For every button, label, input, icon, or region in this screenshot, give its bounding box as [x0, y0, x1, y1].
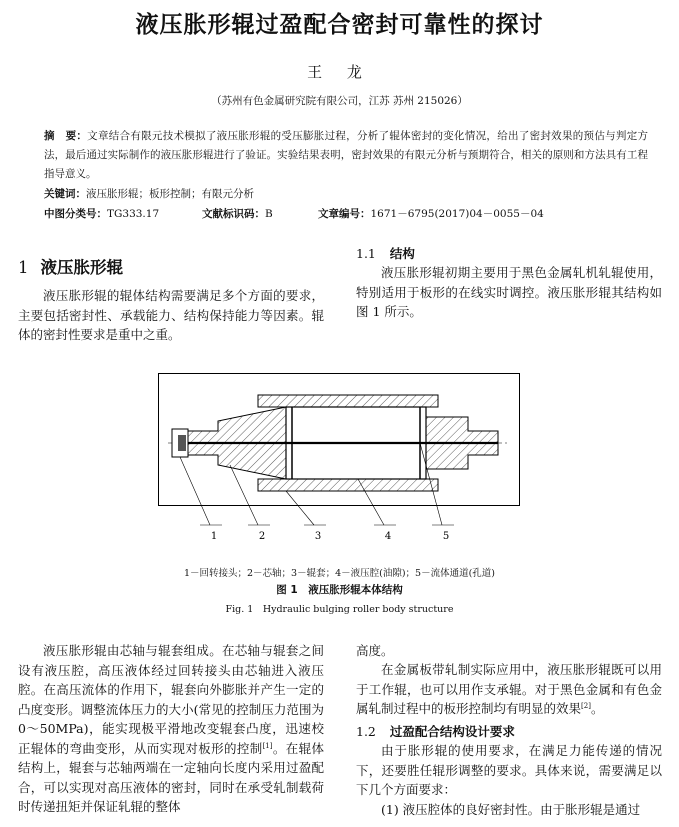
figure-label-1: 1 [210, 531, 218, 542]
section-heading-1: 1 液压胀形辊 [18, 258, 123, 277]
paragraph-right-4: 由于胀形辊的使用要求，在满足力能传递的情况下，还要胜任辊形调整的要求。具体来说，需要满足以下几个方面要求： [356, 743, 662, 797]
abstract [44, 127, 648, 184]
paragraph-right-1: 液压胀形辊初期主要用于黑色金属轧机轧辊使用，特别适用于板形的在线实时调控。液压胀形辊其结构如图 1 所示。 [356, 265, 662, 319]
figure-caption-cn: 图 1 液压胀形辊本体结构 [276, 584, 403, 596]
citation-2[interactable]: [2] [581, 701, 591, 710]
document-code: 文献标识码：B [202, 208, 273, 220]
paragraph-right-3: 在金属板带轧制实际应用中，液压胀形辊既可以用于工作辊，也可以用作支承辊。对于黑色金属和有色金属轧制过程中的板形控制均有明显的效果[2]。 [356, 662, 662, 716]
subsection-heading-1-2: 1.2 过盈配合结构设计要求 [356, 724, 515, 739]
keywords-text: 液压胀形辊；板形控制；有限元分析 [86, 188, 254, 200]
abstract-label: 摘 要： [44, 130, 88, 142]
figure-label-4: 4 [384, 531, 392, 542]
paragraph-right-2: 高度。 [356, 643, 394, 658]
paragraph-left-2: 液压胀形辊由芯轴与辊套组成。在芯轴与辊套之间设有液压腔，高压液体经过回转接头由芯轴进入液压腔。在高压流体的作用下，辊套向外膨胀并产生一定的凸度变形。调整流体压力的大小(常见的控制压力范围为 0～50MPa)，能实现极平滑地改变辊套凸度，迅速校正辊体的弯曲变形，从而实现对板形的控制[1]。在辊体结构上，辊套与芯轴两端在一定轴向长度内采用过盈配合，可以实现对高压液体的密封，同时在承受轧制载荷时传递扭矩并保证轧辊的整体 [18, 643, 324, 814]
keywords-label: 关键词： [44, 188, 86, 200]
article-number: 文章编号：1671－6795(2017)04－0055－04 [318, 208, 544, 220]
roller-structure-figure [158, 373, 520, 551]
paragraph-left-1: 液压胀形辊的辊体结构需要满足多个方面的要求，主要包括密封性、承载能力、结构保持能力等因素。辊体的密封性要求是重中之重。 [18, 288, 324, 342]
affiliation: （苏州有色金属研究院有限公司，江苏 苏州 215026） [211, 95, 468, 107]
figure-label-3: 3 [314, 531, 322, 542]
figure-caption-en: Fig. 1 Hydraulic bulging roller body structure [225, 604, 454, 615]
paper-title: 液压胀形辊过盈配合密封可靠性的探讨 [135, 12, 544, 38]
figure-label-5: 5 [442, 531, 450, 542]
paragraph-right-5: (1) 液压腔体的良好密封性。由于胀形辊是通过 [381, 802, 641, 817]
author: 王 龙 [307, 63, 372, 81]
clc-number: 中图分类号：TG333.17 [44, 208, 160, 220]
figure-label-2: 2 [258, 531, 266, 542]
figure-legend: 1－回转接头；2－芯轴；3－辊套；4－液压腔(油隙)；5－流体通道(孔道) [183, 568, 496, 579]
abstract-text: 文章结合有限元技术模拟了液压胀形辊的受压膨胀过程，分析了辊体密封的变化情况，给出了密封效果的预估与判定方法，最后通过实际制作的液压胀形辊进行了验证。实验结果表明，密封效果的有限元分析与预期符合，相关的原则和方法具有工程指导意义。 [44, 130, 649, 180]
citation-1[interactable]: [1] [262, 741, 273, 750]
subsection-heading-1-1: 1.1 结构 [356, 246, 415, 261]
keywords [44, 186, 254, 201]
